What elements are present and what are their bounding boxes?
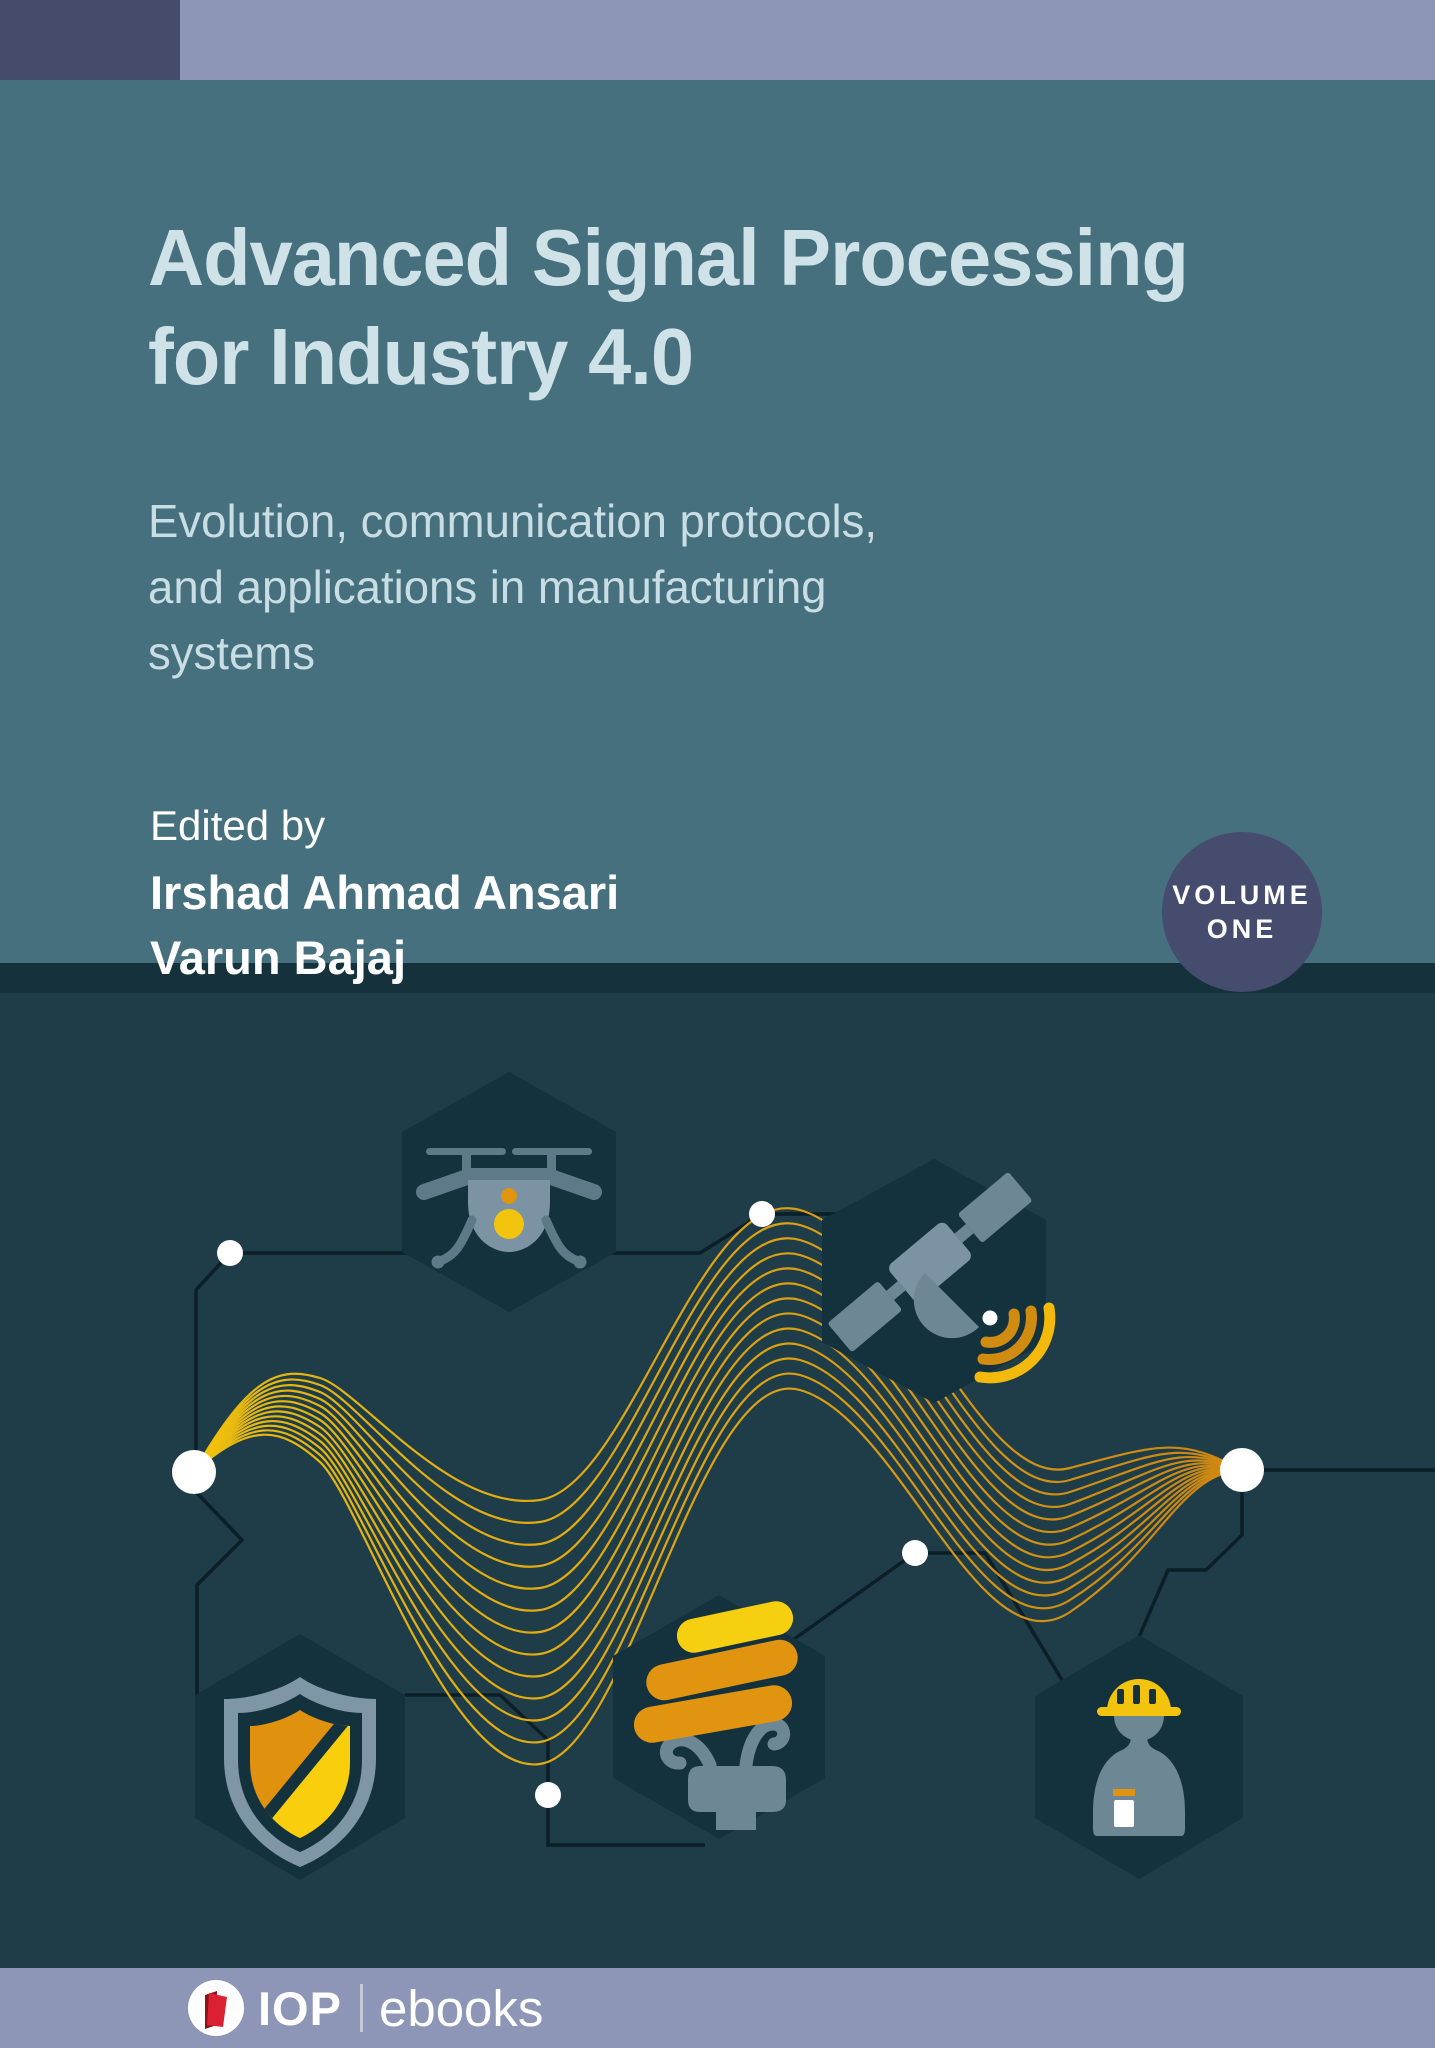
editor-2: Varun Bajaj — [150, 931, 406, 984]
iop-book-icon — [188, 1980, 244, 2036]
iop-ebooks-logo — [188, 1979, 543, 2038]
cover-header — [0, 80, 1435, 993]
publisher-footer — [0, 1968, 1435, 2048]
subtitle-line-1: Evolution, communication protocols, — [148, 495, 877, 547]
edited-by-label: Edited by — [150, 802, 326, 849]
industry-network-illustration — [0, 963, 1435, 1968]
circuit-line-left-down — [196, 1492, 242, 1697]
title-line-2: for Industry 4.0 — [148, 312, 694, 401]
wave-strand — [194, 1283, 1242, 1610]
node-small-topmid — [749, 1201, 775, 1227]
logo-divider — [360, 1984, 363, 2032]
series-name: ebooks — [378, 1979, 544, 2037]
wave-strand — [194, 1253, 1242, 1566]
subtitle-line-3: systems — [148, 627, 316, 679]
node-large-left — [172, 1450, 216, 1494]
volume-badge-line-2: ONE — [1206, 914, 1278, 944]
red-book-glyph — [188, 1980, 244, 2036]
publisher-abbr: IOP — [258, 1981, 342, 2035]
editor-1: Irshad Ahmad Ansari — [150, 866, 620, 919]
node-small-bottommid — [902, 1540, 928, 1566]
volume-badge-line-1: VOLUME — [1172, 880, 1312, 910]
book-title — [148, 208, 1188, 406]
top-bar-navy-block — [0, 0, 180, 80]
book-subtitle — [148, 488, 877, 686]
node-small-topleft — [217, 1240, 243, 1266]
node-small-bottomleft — [535, 1782, 561, 1808]
node-large-right — [1220, 1448, 1264, 1492]
top-bar-lavender — [0, 0, 1435, 80]
wave-strand — [194, 1268, 1242, 1588]
subtitle-line-2: and applications in manufacturing — [148, 561, 827, 613]
signal-origin-dot — [983, 1311, 998, 1326]
title-line-1: Advanced Signal Processing — [148, 213, 1188, 302]
